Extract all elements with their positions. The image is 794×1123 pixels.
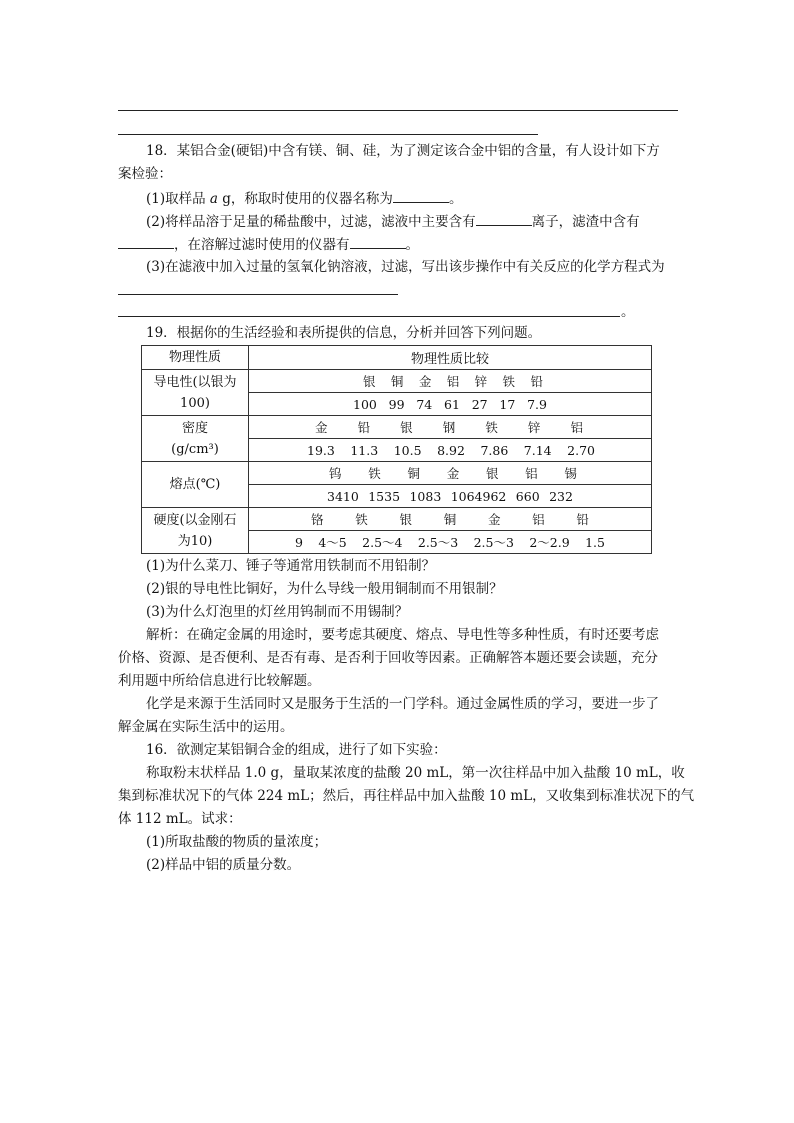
metal-name: 铝 (570, 420, 583, 435)
metal-name: 金 (446, 466, 460, 481)
table-header-right: 物理性质比较 (249, 346, 652, 370)
metal-name: 铁 (485, 420, 498, 435)
row-label: 熔点(℃) (142, 462, 249, 508)
q16-sub2: (2)样品中铝的质量分数。 (146, 857, 301, 873)
table-header-row (142, 346, 652, 370)
metal-value: 19.3 (307, 442, 335, 458)
metal-value: 2.5～3 (417, 535, 459, 550)
q18-part2-cont (118, 234, 419, 255)
metal-value: 7.9 (527, 396, 547, 412)
q18-part3-end: 。 (621, 304, 635, 320)
metal-values (249, 485, 652, 508)
q19-note-line1: 化学是来源于生活同时又是服务于生活的一门学科。通过金属性质的学习，要进一步了 (146, 696, 659, 712)
metal-value: 27 (471, 396, 488, 412)
metal-name: 铅 (576, 512, 589, 527)
metal-value: 9 (295, 534, 303, 550)
metal-value: 1535 (368, 488, 401, 504)
table-row (142, 370, 652, 393)
metal-name: 金 (315, 420, 328, 435)
q18-answer-line (118, 316, 620, 317)
q18-part1-blank[interactable] (393, 188, 449, 203)
table-row (142, 462, 652, 485)
metal-value: 1064962 (450, 488, 507, 504)
metal-value: 17 (499, 396, 516, 412)
q18-part2 (146, 211, 640, 232)
row-label (142, 370, 249, 416)
metal-value: 99 (388, 396, 405, 412)
q19-analysis-line3: 利用题中所给信息进行比较解题。 (118, 673, 321, 689)
metal-name: 铝 (525, 466, 538, 481)
row-label (142, 416, 249, 462)
metal-name: 铁 (502, 374, 516, 389)
metal-name: 铝 (446, 374, 460, 389)
q18-part1 (146, 188, 462, 209)
metal-value: 100 (353, 396, 377, 412)
metal-value: 3410 (327, 488, 359, 504)
answer-line (118, 110, 678, 111)
metal-name: 锌 (474, 374, 488, 389)
q18-part1-variable: a (209, 191, 218, 207)
metal-names (249, 370, 652, 393)
metal-name: 锌 (527, 420, 541, 435)
metal-value: 660 (515, 488, 540, 504)
metal-name: 银 (400, 420, 413, 435)
metal-name: 锡 (564, 466, 577, 481)
table-row (142, 416, 652, 439)
q18-part2-end: 。 (405, 237, 419, 253)
metal-name: 铅 (357, 420, 371, 435)
q18-part3: (3)在滤液中加入过量的氢氧化钠溶液，过滤，写出该步操作中有关反应的化学方程式为 (146, 259, 665, 275)
metal-name: 银 (399, 512, 412, 527)
q18-answer-line (118, 294, 398, 295)
metal-names (249, 462, 652, 485)
table-row (142, 508, 652, 531)
metal-value: 4～5 (318, 535, 347, 550)
metal-values (249, 393, 652, 416)
q19-note-line2: 解金属在实际生活中的运用。 (118, 719, 294, 735)
table-header-left: 物理性质 (142, 346, 249, 370)
metal-name: 铁 (355, 512, 368, 527)
row-label-line1: 硬度(以金刚石 (153, 512, 237, 528)
metal-value: 1.5 (585, 534, 605, 550)
q16-sub1: (1)所取盐酸的物质的量浓度； (146, 834, 328, 850)
q18-part2-text-c: ，在溶解过滤时使用的仪器有 (174, 237, 350, 253)
row-label-line1: 密度 (181, 420, 208, 436)
q19-sub2: (2)银的导电性比铜好，为什么导线一般用铜制而不用银制？ (146, 581, 503, 597)
metal-value: 11.3 (350, 442, 379, 458)
metal-name: 铅 (530, 374, 543, 389)
metal-name: 金 (418, 374, 432, 389)
q18-part1-end: 。 (448, 191, 463, 207)
metal-value: 232 (549, 488, 573, 504)
q18-part2-text-a: (2)将样品溶于足量的稀盐酸中，过滤，滤液中主要含有 (146, 214, 476, 230)
row-label-line1: 导电性(以银为 (153, 374, 237, 390)
metal-name: 铜 (443, 512, 457, 527)
metal-value: 74 (416, 396, 433, 412)
metal-values (249, 439, 652, 462)
q18-stem-line2: 案检验： (118, 166, 172, 182)
answer-line (118, 134, 538, 135)
metal-value: 2.70 (567, 442, 595, 458)
metal-name: 铝 (532, 512, 545, 527)
metal-value: 2.5～3 (473, 535, 514, 550)
q18-part2-blank-residue[interactable] (118, 234, 174, 249)
metal-name: 钢 (442, 420, 456, 435)
q16-body-line1: 称取粉末状样品 1.0 g，量取某浓度的盐酸 20 mL，第一次往样品中加入盐酸 10 mL，收 (146, 765, 685, 781)
q19-sub1: (1)为什么菜刀、锤子等通常用铁制而不用铅制？ (146, 558, 436, 574)
metal-name: 铁 (368, 466, 381, 481)
q18-part2-blank-instruments[interactable] (350, 234, 406, 249)
q16-body-line2: 集到标准状况下的气体 224 mL；然后，再往样品中加入盐酸 10 mL，又收集到标准状况下的气 (118, 788, 695, 804)
q18-stem-line1: 18．某铝合金(硬铝)中含有镁、铜、硅，为了测定该合金中铝的含量，有人设计如下方 (146, 143, 660, 159)
row-label (142, 508, 249, 554)
metal-value: 61 (444, 396, 460, 412)
metal-value: 7.86 (480, 442, 509, 458)
q18-part2-blank-ions[interactable] (476, 211, 532, 226)
q19-stem: 19．根据你的生活经验和表所提供的信息，分析并回答下列问题。 (146, 325, 542, 341)
metal-value: 2～2.9 (529, 535, 570, 550)
q19-sub3: (3)为什么灯泡里的灯丝用钨制而不用锡制？ (146, 604, 409, 620)
row-label-line2: (g/cm³) (171, 441, 219, 457)
metal-name: 银 (363, 374, 376, 389)
q18-part1-text-b: g，称取时使用的仪器名称为 (222, 191, 393, 207)
metal-name: 铜 (407, 466, 420, 481)
metal-name: 铜 (390, 374, 404, 389)
row-label-line2: 为10) (177, 533, 213, 549)
metal-value: 8.92 (437, 442, 465, 458)
metal-name: 金 (487, 512, 501, 527)
metal-value: 2.5～4 (362, 535, 403, 550)
metal-names (249, 416, 652, 439)
metal-names (249, 508, 652, 531)
metal-value: 7.14 (523, 442, 552, 458)
physical-properties-table (141, 345, 652, 554)
metal-name: 铬 (311, 512, 324, 527)
q16-body-line3: 体 112 mL。试求： (118, 811, 242, 827)
q18-part2-text-b: 离子，滤渣中含有 (531, 214, 640, 230)
row-label-line2: 100) (180, 395, 210, 411)
metal-value: 10.5 (393, 442, 422, 458)
q18-part1-text-a: (1)取样品 (146, 191, 206, 207)
q19-analysis-line2: 价格、资源、是否便利、是否有毒、是否利于回收等因素。正确解答本题还要会读题，充分 (118, 650, 658, 666)
metal-values (249, 531, 652, 554)
q19-analysis-line1: 解析：在确定金属的用途时，要考虑其硬度、熔点、导电性等多种性质，有时还要考虑 (146, 627, 659, 643)
metal-name: 银 (485, 466, 499, 481)
metal-name: 钨 (329, 466, 342, 481)
metal-value: 1083 (409, 488, 442, 504)
q16-stem: 16．欲测定某铝铜合金的组成，进行了如下实验： (146, 742, 447, 758)
